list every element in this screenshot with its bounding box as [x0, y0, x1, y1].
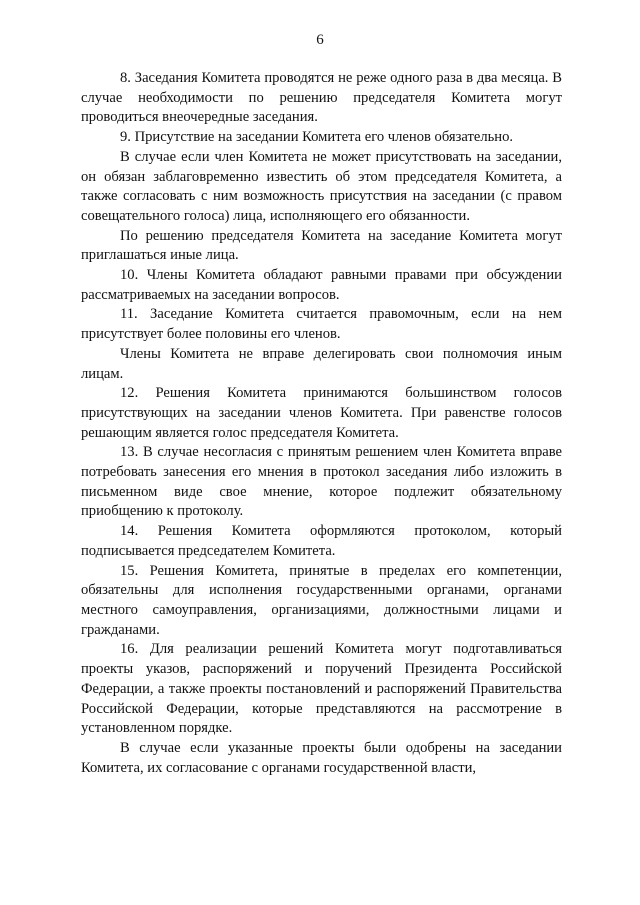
paragraph-item-16: 16. Для реализации решений Комитета могут подготавливаться проекты указов, распоряжений и поручений Президента Российской Федерации, а также проекты постановлений и распоряжений Правительства Российской Федерации, которые представляются на рассмотрение в установленном порядке.	[81, 641, 562, 737]
paragraph-item-8: 8. Заседания Комитета проводятся не реже одного раза в два месяца. В случае необходимости по решению председателя Комитета могут проводиться внеочередные заседания.	[81, 70, 562, 126]
paragraph-item-15: 15. Решения Комитета, принятые в пределах его компетенции, обязательны для исполнения государственными органами, органами местного самоуправления, организациями, должностными лицами и гражданами.	[81, 562, 562, 638]
paragraph-delegation-rule: Члены Комитета не вправе делегировать свои полномочия иным лицам.	[81, 345, 562, 382]
paragraph-item-9: 9. Присутствие на заседании Комитета его членов обязательно.	[120, 129, 514, 146]
page-number: 6	[316, 32, 324, 48]
document-body	[81, 69, 562, 778]
paragraph-invited-persons: По решению председателя Комитета на заседание Комитета могут приглашаться иные лица.	[81, 227, 562, 264]
paragraph-item-11: 11. Заседание Комитета считается правомочным, если на нем присутствует более половины его членов.	[81, 306, 562, 343]
paragraph-absence-rule: В случае если член Комитета не может присутствовать на заседании, он обязан заблаговременно известить об этом председателя Комитета, а также согласовать с ним возможность присутствия на заседании (с правом совещательного голоса) лица, исполняющего его обязанности.	[81, 148, 562, 224]
paragraph-item-14: 14. Решения Комитета оформляются протоколом, который подписывается председателем Комитета.	[81, 523, 562, 559]
paragraph-item-12: 12. Решения Комитета принимаются большинством голосов присутствующих на заседании членов Комитета. При равенстве голосов решающим является голос председателя Комитета.	[81, 385, 562, 441]
paragraph-approved-drafts: В случае если указанные проекты были одобрены на заседании Комитета, их согласование с органами государственной власти,	[81, 739, 562, 776]
paragraph-item-13: 13. В случае несогласия с принятым решением член Комитета вправе потребовать занесения его мнения в протокол заседания либо изложить в письменном виде свое мнение, которое подлежит обязательному приобщению к протоколу.	[81, 444, 562, 520]
paragraph-item-10: 10. Члены Комитета обладают равными правами при обсуждении рассматриваемых на заседании вопросов.	[81, 267, 562, 303]
